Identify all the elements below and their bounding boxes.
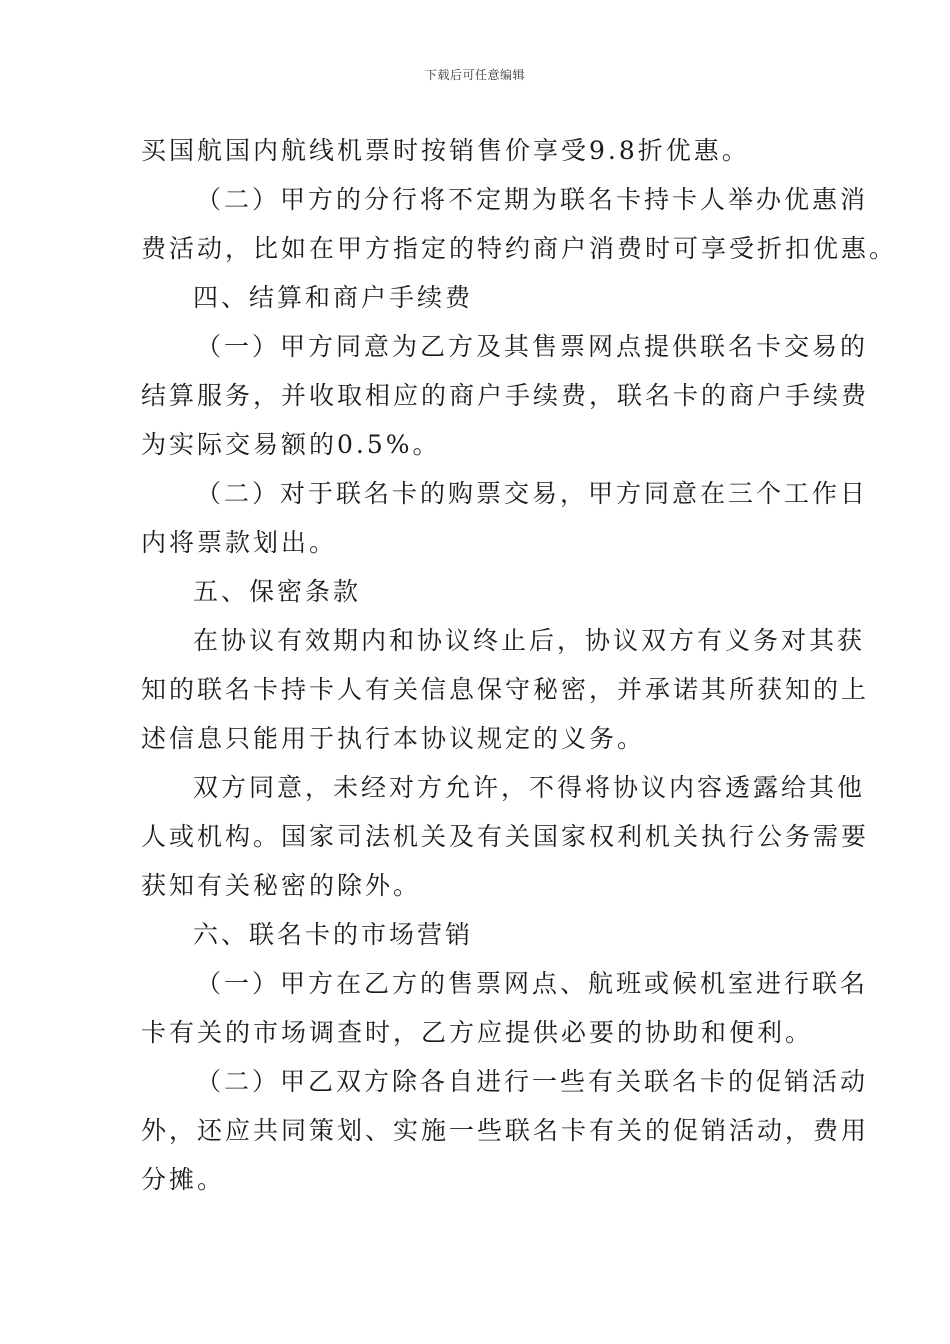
body-line: 述信息只能用于执行本协议规定的义务。 xyxy=(141,724,646,753)
page-header: 下载后可任意编辑 xyxy=(424,68,525,82)
body-line: 获知有关秘密的除外。 xyxy=(141,871,422,900)
section-heading: 六、联名卡的市场营销 xyxy=(193,920,474,949)
body-line: 内将票款划出。 xyxy=(141,528,338,557)
body-line: （一）甲方同意为乙方及其售票网点提供联名卡交易的 xyxy=(196,332,869,361)
body-line: （二）甲乙双方除各自进行一些有关联名卡的促销活动 xyxy=(196,1067,869,1096)
body-line: 为实际交易额的0.5%。 xyxy=(141,430,441,459)
body-line: （一）甲方在乙方的售票网点、航班或候机室进行联名 xyxy=(196,969,869,998)
body-line: 卡有关的市场调查时，乙方应提供必要的协助和便利。 xyxy=(141,1018,814,1047)
section-heading: 五、保密条款 xyxy=(193,577,362,606)
document-body xyxy=(141,126,898,1204)
body-line: 分摊。 xyxy=(141,1165,226,1194)
body-line: 买国航国内航线机票时按销售价享受9.8折优惠。 xyxy=(141,136,750,165)
body-line: （二）甲方的分行将不定期为联名卡持卡人举办优惠消 xyxy=(196,185,869,214)
body-line: 结算服务，并收取相应的商户手续费，联名卡的商户手续费 xyxy=(141,381,870,410)
body-line: 双方同意，未经对方允许，不得将协议内容透露给其他 xyxy=(193,773,866,802)
body-line: 在协议有效期内和协议终止后，协议双方有义务对其获 xyxy=(193,626,866,655)
section-heading: 四、结算和商户手续费 xyxy=(193,283,474,312)
body-line: 外，还应共同策划、实施一些联名卡有关的促销活动，费用 xyxy=(141,1116,870,1145)
body-line: 人或机构。国家司法机关及有关国家权利机关执行公务需要 xyxy=(141,822,870,851)
body-line: （二）对于联名卡的购票交易，甲方同意在三个工作日 xyxy=(196,479,869,508)
body-line: 知的联名卡持卡人有关信息保守秘密，并承诺其所获知的上 xyxy=(141,675,870,704)
body-line: 费活动，比如在甲方指定的特约商户消费时可享受折扣优惠。 xyxy=(141,234,898,263)
